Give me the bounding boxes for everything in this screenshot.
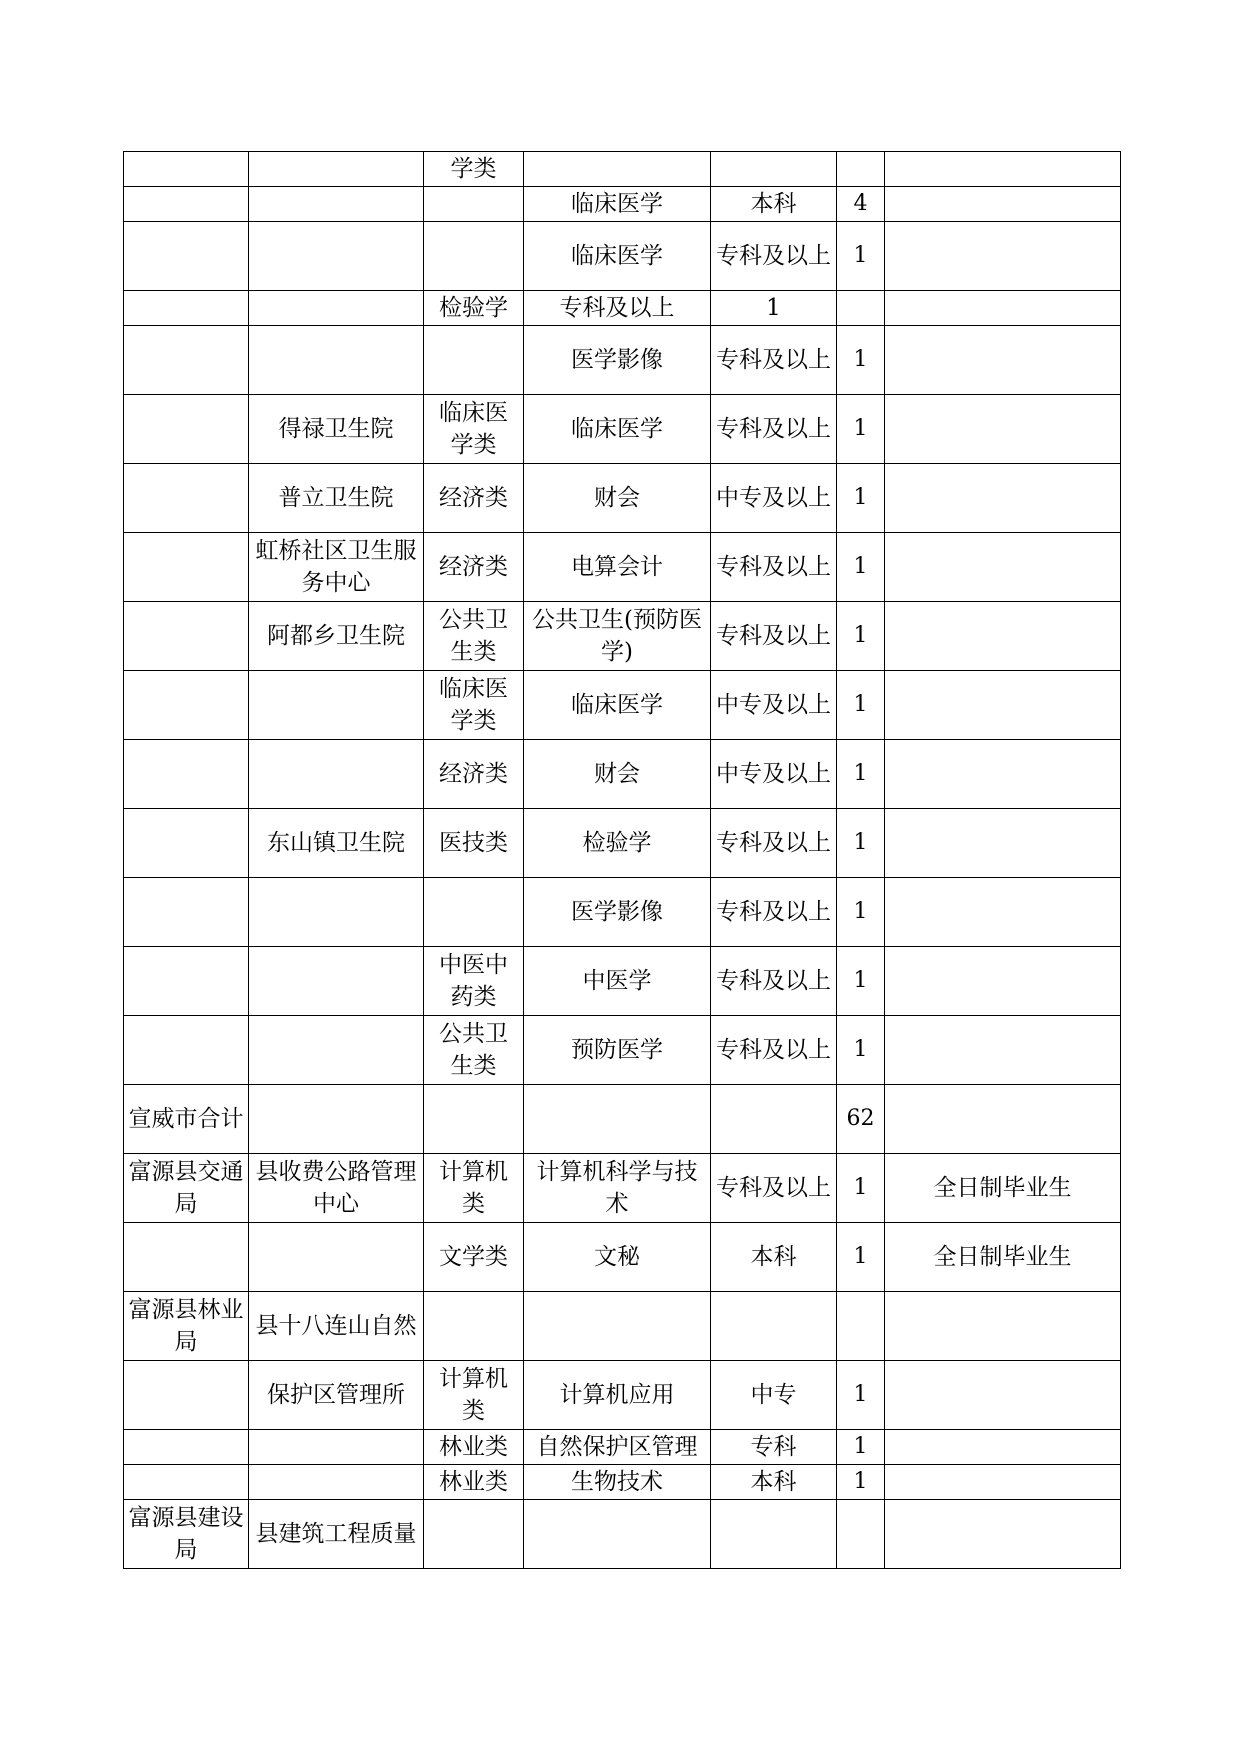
org-cell (124, 809, 249, 878)
category-cell: 经济类 (424, 533, 524, 602)
category-cell: 计算机类 (424, 1361, 524, 1430)
table-row (124, 291, 1121, 326)
unit-cell (249, 1085, 424, 1154)
note-cell (885, 222, 1121, 291)
major-cell: 计算机应用 (524, 1361, 711, 1430)
unit-cell: 虹桥社区卫生服务中心 (249, 533, 424, 602)
note-cell (885, 1361, 1121, 1430)
education-cell: 专科及以上 (711, 947, 837, 1016)
education-cell: 1 (711, 291, 837, 326)
note-cell (885, 1292, 1121, 1361)
category-cell: 公共卫生类 (424, 602, 524, 671)
major-cell: 公共卫生(预防医学) (524, 602, 711, 671)
table-row (124, 1016, 1121, 1085)
count-cell: 1 (837, 947, 885, 1016)
note-cell (885, 464, 1121, 533)
table-row (124, 533, 1121, 602)
table-row (124, 740, 1121, 809)
org-cell (124, 222, 249, 291)
org-cell (124, 947, 249, 1016)
table-row (124, 1292, 1121, 1361)
count-cell: 1 (837, 395, 885, 464)
education-cell: 中专及以上 (711, 671, 837, 740)
education-cell: 本科 (711, 1465, 837, 1500)
unit-cell: 东山镇卫生院 (249, 809, 424, 878)
count-cell: 1 (837, 533, 885, 602)
unit-cell (249, 878, 424, 947)
org-cell (124, 326, 249, 395)
education-cell: 本科 (711, 1223, 837, 1292)
count-cell (837, 152, 885, 187)
table-row (124, 222, 1121, 291)
category-cell (424, 878, 524, 947)
unit-cell: 得禄卫生院 (249, 395, 424, 464)
note-cell (885, 1465, 1121, 1500)
table-row (124, 187, 1121, 222)
note-cell (885, 1500, 1121, 1569)
note-cell (885, 878, 1121, 947)
count-cell: 1 (837, 326, 885, 395)
count-cell: 62 (837, 1085, 885, 1154)
education-cell: 专科及以上 (711, 809, 837, 878)
count-cell: 1 (837, 602, 885, 671)
org-cell (124, 1016, 249, 1085)
count-cell: 1 (837, 809, 885, 878)
education-cell (711, 1292, 837, 1361)
major-cell: 生物技术 (524, 1465, 711, 1500)
note-cell (885, 809, 1121, 878)
count-cell: 1 (837, 1361, 885, 1430)
major-cell (524, 1500, 711, 1569)
table-row (124, 464, 1121, 533)
major-cell: 预防医学 (524, 1016, 711, 1085)
education-cell (711, 1085, 837, 1154)
category-cell (424, 1085, 524, 1154)
note-cell (885, 947, 1121, 1016)
category-cell: 医技类 (424, 809, 524, 878)
table-row (124, 1430, 1121, 1465)
count-cell: 1 (837, 671, 885, 740)
major-cell: 临床医学 (524, 395, 711, 464)
table-row (124, 602, 1121, 671)
major-cell: 财会 (524, 740, 711, 809)
count-cell (837, 1292, 885, 1361)
table-row (124, 878, 1121, 947)
unit-cell (249, 740, 424, 809)
unit-cell (249, 222, 424, 291)
major-cell: 临床医学 (524, 222, 711, 291)
unit-cell: 普立卫生院 (249, 464, 424, 533)
major-cell (524, 152, 711, 187)
category-cell: 公共卫生类 (424, 1016, 524, 1085)
major-cell: 自然保护区管理 (524, 1430, 711, 1465)
table-body (124, 152, 1121, 1569)
note-cell (885, 602, 1121, 671)
unit-cell (249, 1465, 424, 1500)
org-cell (124, 671, 249, 740)
education-cell: 本科 (711, 187, 837, 222)
table-row (124, 152, 1121, 187)
recruitment-table (123, 151, 1121, 1569)
unit-cell: 县收费公路管理中心 (249, 1154, 424, 1223)
unit-cell (249, 152, 424, 187)
org-cell (124, 187, 249, 222)
table-row (124, 326, 1121, 395)
count-cell: 1 (837, 1016, 885, 1085)
org-cell: 富源县林业局 (124, 1292, 249, 1361)
table-row (124, 809, 1121, 878)
category-cell (424, 1292, 524, 1361)
org-cell (124, 740, 249, 809)
count-cell: 1 (837, 222, 885, 291)
category-cell: 临床医学类 (424, 671, 524, 740)
org-cell (124, 395, 249, 464)
count-cell: 4 (837, 187, 885, 222)
education-cell: 专科及以上 (711, 1016, 837, 1085)
category-cell: 林业类 (424, 1430, 524, 1465)
major-cell: 专科及以上 (524, 291, 711, 326)
org-cell (124, 602, 249, 671)
unit-cell (249, 947, 424, 1016)
category-cell: 计算机类 (424, 1154, 524, 1223)
category-cell: 中医中药类 (424, 947, 524, 1016)
education-cell: 中专及以上 (711, 464, 837, 533)
major-cell: 财会 (524, 464, 711, 533)
note-cell (885, 1085, 1121, 1154)
org-cell (124, 1361, 249, 1430)
category-cell: 临床医学类 (424, 395, 524, 464)
org-cell (124, 878, 249, 947)
major-cell (524, 1085, 711, 1154)
major-cell: 医学影像 (524, 878, 711, 947)
education-cell: 专科及以上 (711, 602, 837, 671)
unit-cell: 保护区管理所 (249, 1361, 424, 1430)
education-cell: 专科及以上 (711, 533, 837, 602)
education-cell: 专科及以上 (711, 395, 837, 464)
major-cell: 检验学 (524, 809, 711, 878)
major-cell: 文秘 (524, 1223, 711, 1292)
table-row (124, 1085, 1121, 1154)
org-cell (124, 152, 249, 187)
major-cell: 电算会计 (524, 533, 711, 602)
table-row (124, 1223, 1121, 1292)
education-cell: 专科及以上 (711, 326, 837, 395)
category-cell (424, 222, 524, 291)
count-cell: 1 (837, 740, 885, 809)
table-row (124, 1500, 1121, 1569)
org-cell: 宣威市合计 (124, 1085, 249, 1154)
unit-cell: 县建筑工程质量 (249, 1500, 424, 1569)
education-cell: 中专及以上 (711, 740, 837, 809)
education-cell: 专科 (711, 1430, 837, 1465)
unit-cell (249, 187, 424, 222)
count-cell: 1 (837, 1465, 885, 1500)
unit-cell: 阿都乡卫生院 (249, 602, 424, 671)
org-cell (124, 1223, 249, 1292)
note-cell (885, 1430, 1121, 1465)
category-cell (424, 1500, 524, 1569)
category-cell (424, 326, 524, 395)
count-cell: 1 (837, 1223, 885, 1292)
category-cell: 林业类 (424, 1465, 524, 1500)
education-cell: 专科及以上 (711, 222, 837, 291)
table-row (124, 1361, 1121, 1430)
category-cell: 文学类 (424, 1223, 524, 1292)
education-cell (711, 152, 837, 187)
count-cell: 1 (837, 1154, 885, 1223)
note-cell (885, 152, 1121, 187)
category-cell: 经济类 (424, 740, 524, 809)
org-cell: 富源县建设局 (124, 1500, 249, 1569)
note-cell (885, 326, 1121, 395)
major-cell: 医学影像 (524, 326, 711, 395)
count-cell: 1 (837, 464, 885, 533)
category-cell: 检验学 (424, 291, 524, 326)
category-cell: 经济类 (424, 464, 524, 533)
note-cell (885, 671, 1121, 740)
unit-cell (249, 671, 424, 740)
count-cell (837, 291, 885, 326)
count-cell: 1 (837, 878, 885, 947)
education-cell: 专科及以上 (711, 878, 837, 947)
major-cell (524, 1292, 711, 1361)
major-cell: 计算机科学与技术 (524, 1154, 711, 1223)
table-row (124, 1154, 1121, 1223)
education-cell (711, 1500, 837, 1569)
note-cell (885, 291, 1121, 326)
org-cell (124, 533, 249, 602)
table-row (124, 1465, 1121, 1500)
major-cell: 临床医学 (524, 187, 711, 222)
org-cell (124, 1430, 249, 1465)
note-cell (885, 533, 1121, 602)
category-cell: 学类 (424, 152, 524, 187)
major-cell: 中医学 (524, 947, 711, 1016)
table-row (124, 947, 1121, 1016)
org-cell (124, 291, 249, 326)
unit-cell: 县十八连山自然 (249, 1292, 424, 1361)
note-cell (885, 187, 1121, 222)
table-row (124, 671, 1121, 740)
org-cell: 富源县交通局 (124, 1154, 249, 1223)
count-cell: 1 (837, 1430, 885, 1465)
table-row (124, 395, 1121, 464)
count-cell (837, 1500, 885, 1569)
unit-cell (249, 1223, 424, 1292)
note-cell (885, 740, 1121, 809)
unit-cell (249, 291, 424, 326)
org-cell (124, 1465, 249, 1500)
education-cell: 专科及以上 (711, 1154, 837, 1223)
note-cell (885, 1016, 1121, 1085)
unit-cell (249, 326, 424, 395)
note-cell (885, 395, 1121, 464)
major-cell: 临床医学 (524, 671, 711, 740)
unit-cell (249, 1430, 424, 1465)
note-cell: 全日制毕业生 (885, 1223, 1121, 1292)
note-cell: 全日制毕业生 (885, 1154, 1121, 1223)
org-cell (124, 464, 249, 533)
category-cell (424, 187, 524, 222)
education-cell: 中专 (711, 1361, 837, 1430)
unit-cell (249, 1016, 424, 1085)
